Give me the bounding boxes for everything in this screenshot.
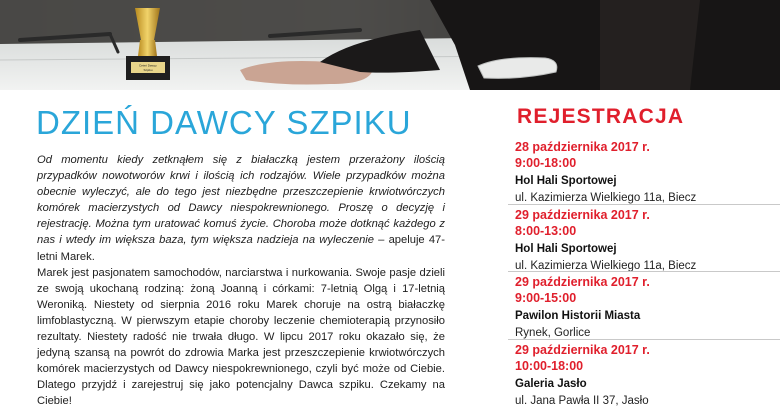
- event-time: 9:00-18:00: [515, 156, 577, 170]
- event-address: Rynek, Gorlice: [515, 327, 591, 339]
- registration-event: [515, 274, 780, 341]
- article-quote-attribution: – apeluje 47-letni Marek.: [37, 234, 445, 263]
- article-paragraph: Marek jest pasjonatem samochodów, narciarstwa i nurkowania. Swoje pasje dzieli ze swoją ukochaną rodziną: żoną Joanną i córkami: 7-letnią Olgą i 17-letnią Weroniką. Niestety od sierpnia 2016 roku Marek choruje na ostrą białaczkę limfoblastyczną. W pierwszym etapie choroby leczenie chemioterapią przynosiło rezultaty. Niestety radość nie trwała długo. W lipcu 2017 roku okazało się, że jedyną szansą na powrót do zdrowia Marka jest przeszczepienie krwiotwórczych komórek macierzystych od Dawcy niespokrewnionego, czyli być może od Ciebie. Dlatego przyjdź i zarejestruj się jako potencjalny Dawca szpiku. Czekamy na Ciebie!: [37, 266, 445, 408]
- event-divider: [508, 339, 780, 340]
- event-time: 8:00-13:00: [515, 224, 577, 238]
- article-quote: Od momentu kiedy zetknąłem się z białaczką jestem przerażony ilością przypadków nowotworów krwi i ilością ich rodzajów. Wiele przypadków można obecnie wyleczyć, ale do tego jest niezbędne przeszczepienie krwiotwórczych komórek macierzystych od Dawcy niespokrewnionego. Proszę o decyzję i rejestrację. Można tym uratować komuś życie. Choroba może dotknąć każdego z nas i wtedy im większa baza, tym większa nadzieja na wyleczenie: [37, 154, 445, 247]
- article-body: [37, 152, 445, 410]
- event-address: ul. Jana Pawła II 37, Jasło: [515, 395, 649, 407]
- event-place: Hol Hali Sportowej: [515, 243, 617, 255]
- event-address: ul. Kazimierza Wielkiego 11a, Biecz: [515, 260, 697, 272]
- event-date: 29 października 2017 r.: [515, 343, 650, 357]
- registration-event: [515, 207, 780, 274]
- registration-event: [515, 342, 780, 409]
- trophy-plate-line-1: Dzień Dawcy: [139, 63, 157, 68]
- event-time: 9:00-15:00: [515, 291, 577, 305]
- registration-title: REJESTRACJA: [517, 105, 685, 128]
- event-address: ul. Kazimierza Wielkiego 11a, Biecz: [515, 192, 697, 204]
- article-quote-paragraph: [37, 152, 445, 265]
- header-photo: [0, 0, 780, 90]
- event-place: Galeria Jasło: [515, 378, 587, 390]
- event-place: Pawilon Historii Miasta: [515, 310, 641, 322]
- event-date: 29 października 2017 r.: [515, 275, 650, 289]
- event-time: 10:00-18:00: [515, 359, 584, 373]
- trophy-plate-line-2: Szpiku: [143, 68, 153, 72]
- header-photo-illustration: [0, 0, 780, 90]
- event-place: Hol Hali Sportowej: [515, 175, 617, 187]
- event-divider: [508, 271, 780, 272]
- event-date: 29 października 2017 r.: [515, 208, 650, 222]
- registration-event: [515, 139, 780, 206]
- article-title: DZIEŃ DAWCY SZPIKU: [36, 104, 412, 141]
- event-divider: [508, 204, 780, 205]
- event-date: 28 października 2017 r.: [515, 140, 650, 154]
